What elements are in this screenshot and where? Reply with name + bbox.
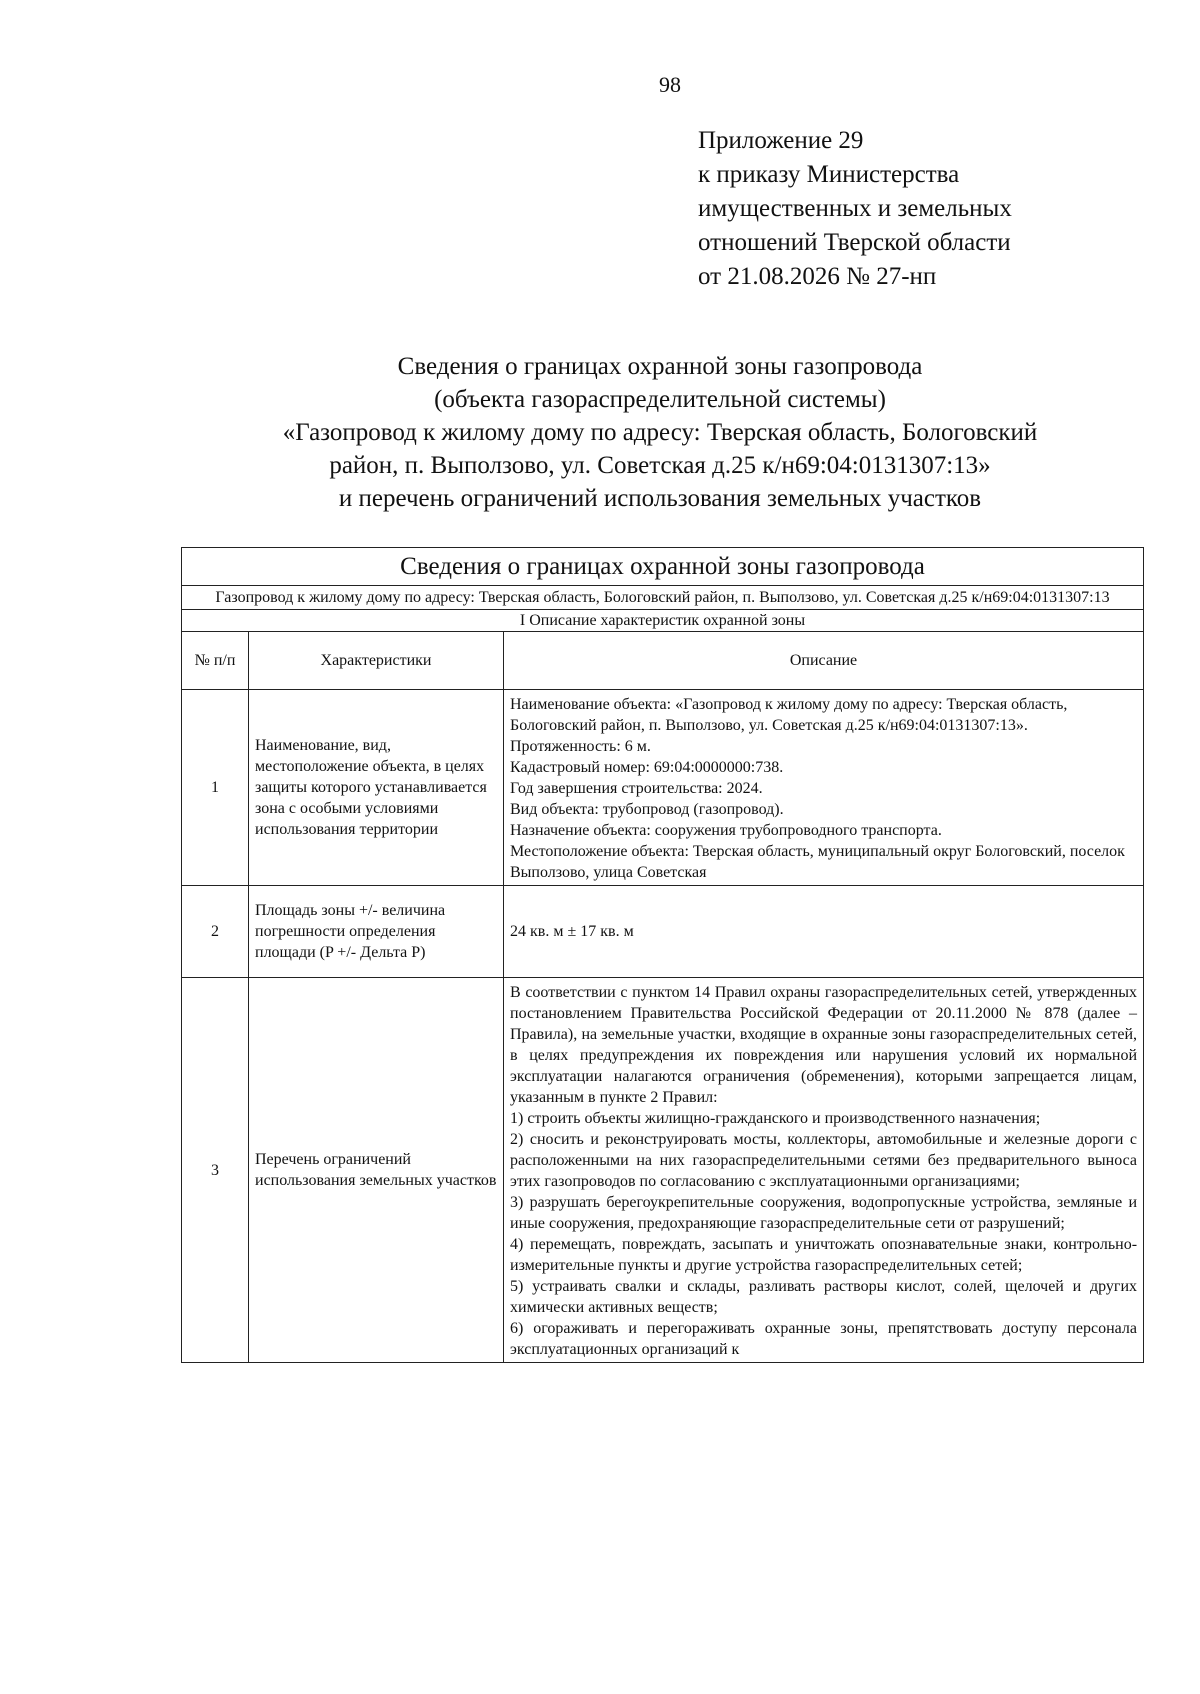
row-description: [504, 886, 1144, 978]
description-paragraph: В соответствии с пунктом 14 Правил охраны газораспределительных сетей, утвержденных постановлением Правительства Российской Федерации от 20.11.2000 № 878 (далее – Правила), на земельные участки, входящие в охранные зоны газораспределительных сетей, в целях предупреждения их повреждения или нарушения условий их нормальной эксплуатации налагаются ограничения (обременения), которыми запрещается лицам, указанным в пункте 2 Правил:: [510, 984, 1138, 1106]
restriction-item: 1) строить объекты жилищно-гражданского и производственного назначения;: [510, 1110, 1041, 1127]
document-title: [180, 350, 1140, 515]
zone-table: [181, 547, 1144, 1363]
table-subtitle: Газопровод к жилому дому по адресу: Тверская область, Бологовский район, п. Выползово, ул. Советская д.25 к/н69:04:0131307:13: [182, 586, 1144, 610]
appendix-line: имущественных и земельных: [698, 195, 1012, 222]
row-characteristic: Площадь зоны +/- величина погрешности определения площади (P +/- Дельта P): [249, 886, 504, 978]
restriction-item: 4) перемещать, повреждать, засыпать и уничтожать опознавательные знаки, контрольно-измерительные пункты и другие устройства газораспределительных сетей;: [510, 1236, 1138, 1274]
page-number: 98: [659, 72, 681, 97]
title-line: «Газопровод к жилому дому по адресу: Тверская область, Бологовский: [282, 419, 1038, 446]
description-line: Протяженность: 6 м.: [510, 738, 651, 755]
appendix-header: [698, 124, 1012, 294]
description-line: Год завершения строительства: 2024.: [510, 780, 763, 797]
table-section-heading: I Описание характеристик охранной зоны: [182, 610, 1144, 632]
appendix-line: отношений Тверской области: [698, 229, 1011, 256]
restriction-item: 2) сносить и реконструировать мосты, коллекторы, автомобильные и железные дороги с расположенными на них газораспределительными сетями без предварительного выноса этих газопроводов по согласованию с эксплуатационными организациями;: [510, 1131, 1138, 1190]
appendix-line: к приказу Министерства: [698, 161, 960, 188]
row-description: [504, 978, 1144, 1363]
description-line: 24 кв. м ± 17 кв. м: [510, 923, 634, 940]
header-characteristic: Характеристики: [249, 632, 504, 690]
table-row: [182, 978, 1144, 1363]
description-line: Кадастровый номер: 69:04:0000000:738.: [510, 759, 784, 776]
restriction-item: 3) разрушать берегоукрепительные сооружения, водопропускные устройства, земляные и иные сооружения, предохраняющие газораспределительные сети от разрушений;: [510, 1194, 1138, 1232]
title-line: и перечень ограничений использования земельных участков: [338, 485, 982, 512]
description-line: Наименование объекта: «Газопровод к жилому дому по адресу: Тверская область, Бологовский район, п. Выползово, ул. Советская д.25 к/н69:04:0131307:13».: [510, 696, 1068, 734]
table-title: Сведения о границах охранной зоны газопровода: [182, 548, 1144, 586]
row-characteristic: Наименование, вид, местоположение объекта, в целях защиты которого устанавливается зона с особыми условиями использования территории: [249, 690, 504, 886]
row-number: 1: [182, 690, 249, 886]
restriction-item: 5) устраивать свалки и склады, разливать растворы кислот, солей, щелочей и других химически активных веществ;: [510, 1278, 1138, 1316]
title-line: (объекта газораспределительной системы): [434, 386, 886, 413]
title-line: Сведения о границах охранной зоны газопровода: [397, 353, 923, 380]
table-row: [182, 690, 1144, 886]
description-line: Назначение объекта: сооружения трубопроводного транспорта.: [510, 822, 942, 839]
row-description: [504, 690, 1144, 886]
row-number: 3: [182, 978, 249, 1363]
header-num: № п/п: [182, 632, 249, 690]
table-row: [182, 886, 1144, 978]
row-characteristic: Перечень ограничений использования земельных участков: [249, 978, 504, 1363]
title-line: район, п. Выползово, ул. Советская д.25 к/н69:04:0131307:13»: [329, 452, 991, 479]
header-description: Описание: [504, 632, 1144, 690]
restriction-item: 6) огораживать и перегораживать охранные зоны, препятствовать доступу персонала эксплуатационных организаций к: [510, 1320, 1138, 1358]
appendix-line: от 21.08.2026 № 27-нп: [698, 263, 937, 290]
description-line: Местоположение объекта: Тверская область, муниципальный округ Бологовский, поселок Выползово, улица Советская: [510, 843, 1125, 881]
row-number: 2: [182, 886, 249, 978]
appendix-line: Приложение 29: [698, 127, 864, 154]
description-line: Вид объекта: трубопровод (газопровод).: [510, 801, 784, 818]
